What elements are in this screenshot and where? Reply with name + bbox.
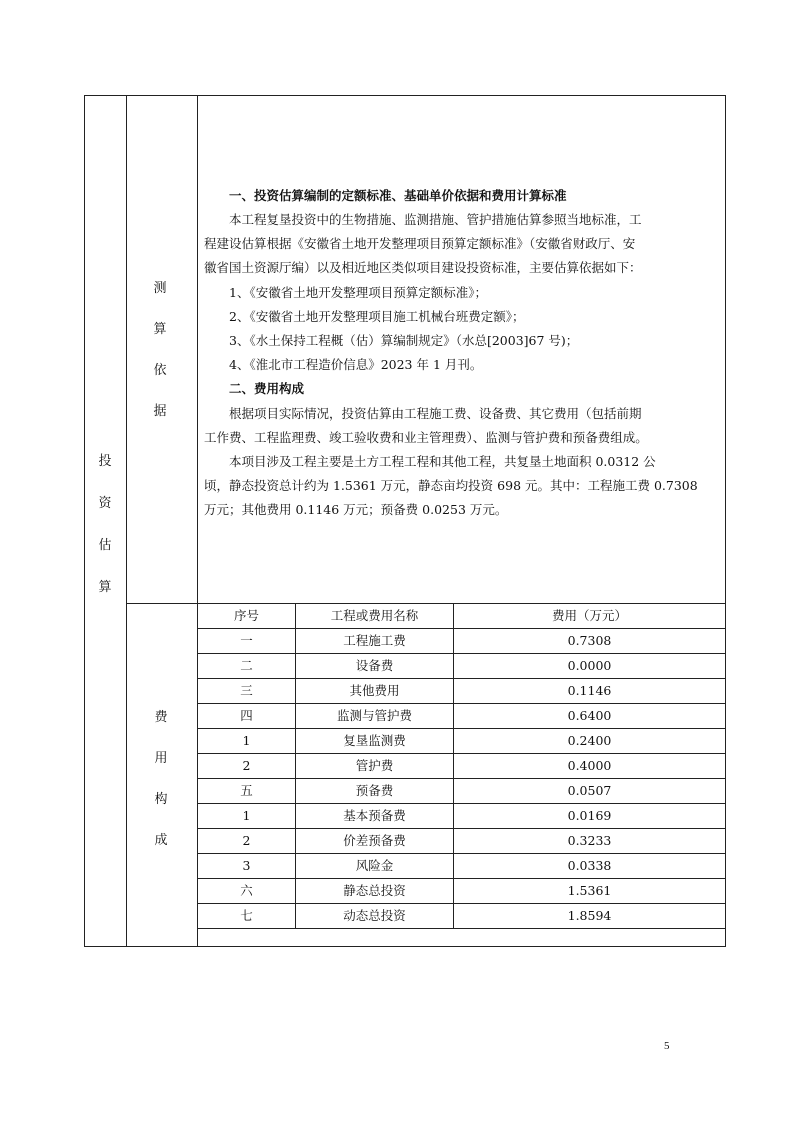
table-row [198,829,726,854]
row-item-name: 价差预备费 [296,829,454,854]
page-number: 5 [664,1040,670,1052]
basis-heading-2: 二、费用构成 [229,381,305,396]
composition-label-char: 构 [154,792,168,807]
row-cost: 0.0169 [454,804,726,829]
basis-label-char: 算 [153,322,167,337]
row-index: 七 [198,904,296,929]
side-label-char: 估 [98,538,112,553]
row-index: 三 [198,679,296,704]
basis-paragraph-3-line: 本项目涉及工程主要是土方工程工程和其他工程，共复垦土地面积 0.0312 公 [229,454,656,469]
row-item-name: 静态总投资 [296,879,454,904]
table-row [198,804,726,829]
row-cost: 0.0338 [454,854,726,879]
row-index: 二 [198,654,296,679]
row-item-name: 管护费 [296,754,454,779]
row-item-name: 基本预备费 [296,804,454,829]
basis-list-item: 3、《水土保持工程概（估）算编制规定》（水总[2003]67 号)； [229,333,579,348]
row-item-name: 预备费 [296,779,454,804]
row-cost: 1.5361 [454,879,726,904]
row-item-name: 监测与管护费 [296,704,454,729]
header-item-name: 工程或费用名称 [296,604,454,629]
basis-label-char: 依 [153,363,167,378]
basis-paragraph-1-line: 程建设估算根据《安徽省土地开发整理项目预算定额标准》（安徽省财政厅、安 [204,236,636,251]
table-row [198,854,726,879]
basis-heading-1: 一、投资估算编制的定额标准、基础单价依据和费用计算标准 [229,188,567,203]
row-cost: 0.0000 [454,654,726,679]
row-cost: 0.6400 [454,704,726,729]
row-cost: 0.4000 [454,754,726,779]
table-row [198,654,726,679]
row-item-name: 设备费 [296,654,454,679]
basis-paragraph-3-line: 顷，静态投资总计约为 1.5361 万元，静态亩均投资 698 元。其中：工程施工费 0.7308 [204,478,698,493]
basis-paragraph-2-line: 工作费、工程监理费、竣工验收费和业主管理费）、监测与管护费和预备费组成。 [204,430,648,445]
frame-left-border [84,95,85,947]
row-item-name: 风险金 [296,854,454,879]
frame-bottom-border [84,946,726,947]
composition-label-char: 成 [154,833,168,848]
row-index: 2 [198,829,296,854]
side-label-char: 投 [98,454,112,469]
basis-paragraph-1-line: 本工程复垦投资中的生物措施、监测措施、管护措施估算参照当地标准，工 [229,212,642,227]
side-label-char: 算 [98,580,112,595]
table-row [198,704,726,729]
basis-paragraph-3-line: 万元；其他费用 0.1146 万元；预备费 0.0253 万元。 [204,502,508,517]
basis-label-char: 据 [153,404,167,419]
table-row [198,779,726,804]
frame-top-border [84,95,726,96]
header-index: 序号 [198,604,296,629]
row-index: 五 [198,779,296,804]
row-index: 3 [198,854,296,879]
basis-paragraph-2-line: 根据项目实际情况，投资估算由工程施工费、设备费、其它费用（包括前期 [229,406,642,421]
row-index: 2 [198,754,296,779]
row-item-name: 工程施工费 [296,629,454,654]
composition-label-char: 费 [154,710,168,725]
basis-list-item: 4、《淮北市工程造价信息》2023 年 1 月刊。 [229,357,483,372]
basis-list-item: 2、《安徽省土地开发整理项目施工机械台班费定额》； [229,309,525,324]
row-index: 六 [198,879,296,904]
side-label-char: 资 [98,496,112,511]
row-cost: 0.7308 [454,629,726,654]
cost-table [197,603,726,929]
row-cost: 0.3233 [454,829,726,854]
basis-paragraph-1-line: 徽省国土资源厅编）以及相近地区类似项目建设投资标准，主要估算依据如下： [204,260,642,275]
table-row [198,879,726,904]
row-cost: 0.1146 [454,679,726,704]
row-index: 1 [198,804,296,829]
table-row [198,904,726,929]
row-item-name: 复垦监测费 [296,729,454,754]
table-row [198,754,726,779]
row-item-name: 其他费用 [296,679,454,704]
row-index: 一 [198,629,296,654]
row-item-name: 动态总投资 [296,904,454,929]
row-index: 四 [198,704,296,729]
row-cost: 0.0507 [454,779,726,804]
basis-list-item: 1、《安徽省土地开发整理项目预算定额标准》； [229,285,487,300]
table-row [198,629,726,654]
cost-table-header-row [198,604,726,629]
table-row [198,679,726,704]
header-cost: 费用（万元） [454,604,726,629]
row-index: 1 [198,729,296,754]
row-cost: 0.2400 [454,729,726,754]
basis-label-char: 测 [153,281,167,296]
table-row [198,729,726,754]
side-column-divider [126,95,127,947]
row-cost: 1.8594 [454,904,726,929]
composition-label-char: 用 [154,751,168,766]
